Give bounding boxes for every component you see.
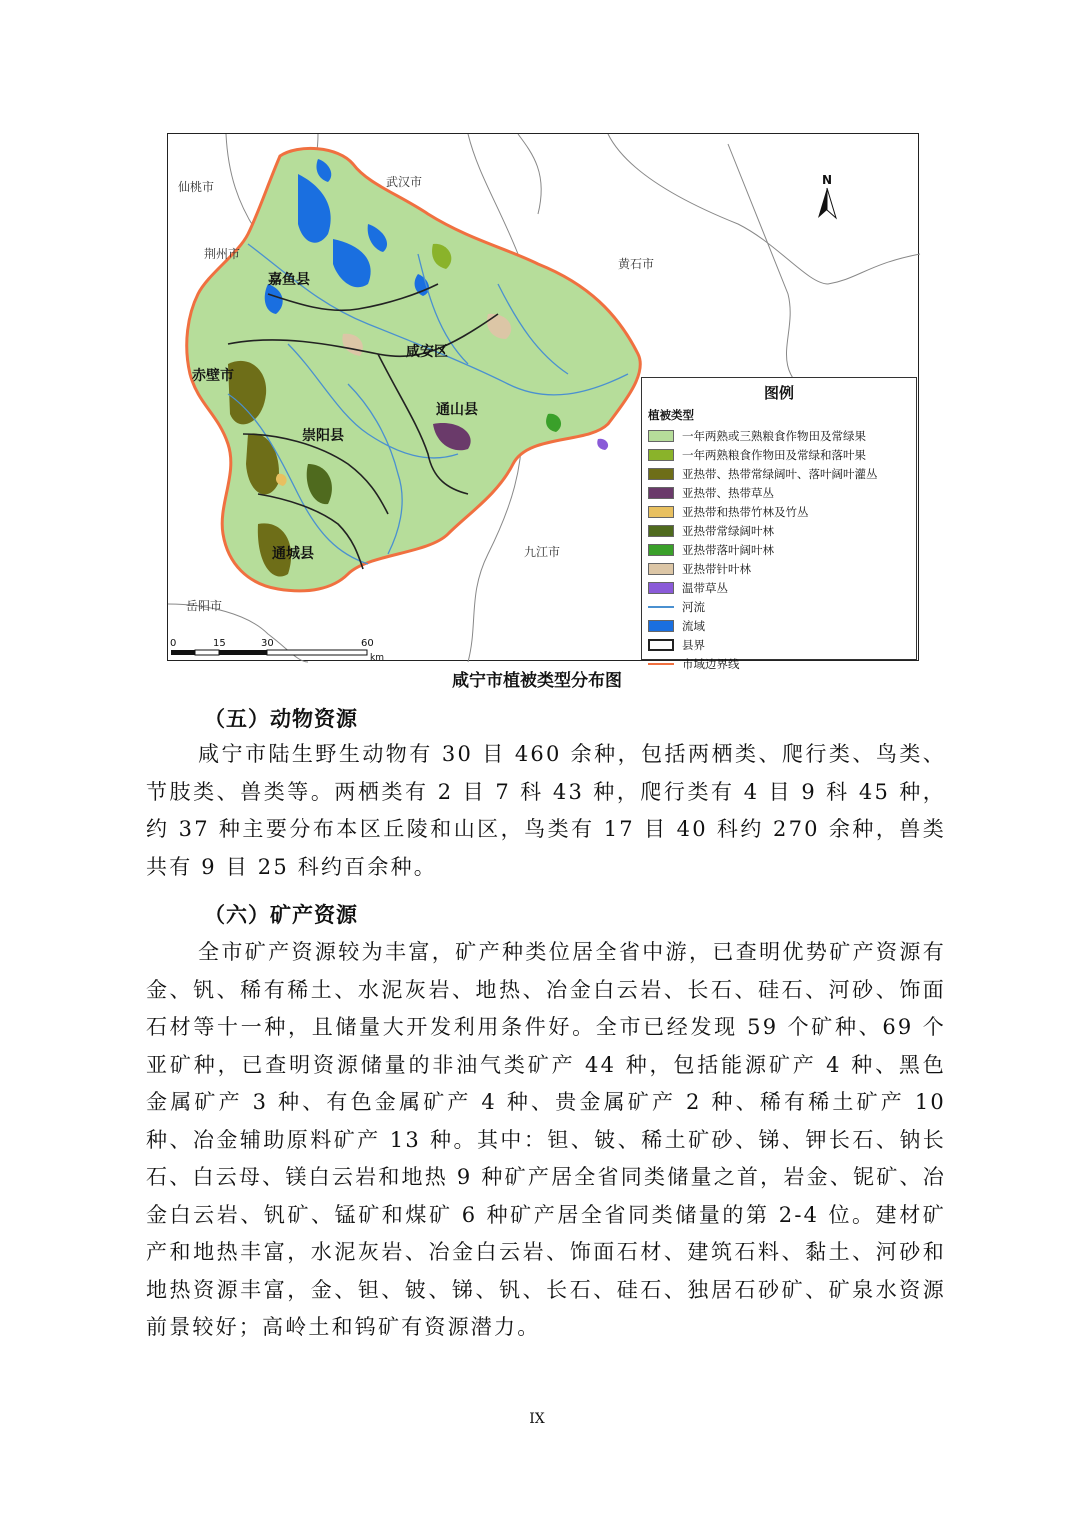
north-arrow-icon xyxy=(814,172,840,222)
vegetation-map xyxy=(167,133,919,671)
legend-label: 亚热带、热带草丛 xyxy=(682,485,774,500)
scale-tick-label: 30 xyxy=(261,638,274,649)
legend-label: 亚热带和热带竹林及竹丛 xyxy=(682,504,809,519)
legend-subtitle: 植被类型 xyxy=(648,408,694,422)
boundary-line xyxy=(468,134,518,254)
legend-item xyxy=(648,521,910,540)
scale-bar xyxy=(168,634,388,662)
legend-item xyxy=(648,616,910,635)
legend-item xyxy=(648,635,910,654)
label-jiayu: 嘉鱼县 xyxy=(268,272,310,288)
legend-swatch xyxy=(648,487,674,499)
legend-swatch xyxy=(648,582,674,594)
legend-swatch xyxy=(648,468,674,480)
map-legend xyxy=(641,377,917,671)
legend-label: 一年两熟或三熟粮食作物田及常绿果 xyxy=(682,428,866,443)
label-chongyang: 崇阳县 xyxy=(302,428,344,444)
legend-items xyxy=(648,426,910,673)
legend-item xyxy=(648,540,910,559)
label-xianan: 咸安区 xyxy=(406,344,448,360)
legend-swatch xyxy=(648,449,674,461)
boundary-line xyxy=(518,134,541,214)
section-heading-animal: （五）动物资源 xyxy=(204,706,358,731)
section-heading-mineral: （六）矿产资源 xyxy=(204,902,358,927)
legend-label: 亚热带落叶阔叶林 xyxy=(682,542,774,557)
legend-swatch xyxy=(648,563,674,575)
legend-label: 一年两熟粮食作物田及常绿和落叶果 xyxy=(682,447,866,462)
label-wuhan: 武汉市 xyxy=(386,175,423,189)
legend-label: 县界 xyxy=(682,637,705,652)
label-jingzhou: 荆州市 xyxy=(204,247,241,261)
legend-swatch xyxy=(648,544,674,556)
section-paragraph-animal: 咸宁市陆生野生动物有 30 目 460 余种，包括两栖类、爬行类、鸟类、节肢类、兽类等。两栖类有 2 目 7 科 43 种，爬行类有 4 目 9 科 45 种，约 37 种主要分布本区丘陵和山区，鸟类有 17 目 40 科约 270 余种，兽类共有 9 目 25 科约百余种。 xyxy=(146,742,946,879)
legend-label: 河流 xyxy=(682,599,705,614)
label-tongcheng: 通城县 xyxy=(272,546,314,562)
legend-item xyxy=(648,559,910,578)
legend-item xyxy=(648,464,910,483)
legend-item xyxy=(648,426,910,445)
label-yueyang: 岳阳市 xyxy=(186,599,223,613)
legend-swatch xyxy=(648,620,674,632)
legend-label: 温带草丛 xyxy=(682,580,728,595)
legend-item xyxy=(648,445,910,464)
legend-swatch xyxy=(648,525,674,537)
legend-swatch xyxy=(648,663,674,665)
page-number: IX xyxy=(529,1411,545,1427)
label-chibi: 赤壁市 xyxy=(192,368,234,384)
north-label: N xyxy=(822,173,833,187)
temperate-grass-patch xyxy=(597,439,608,450)
legend-swatch xyxy=(648,506,674,518)
label-huangshi: 黄石市 xyxy=(618,257,655,271)
legend-swatch xyxy=(648,606,674,608)
scale-tick-label: 60 xyxy=(361,638,374,649)
legend-label: 流域 xyxy=(682,618,705,633)
legend-swatch xyxy=(648,430,674,442)
map-caption: 咸宁市植被类型分布图 xyxy=(452,671,622,691)
legend-label: 亚热带、热带常绿阔叶、落叶阔叶灌丛 xyxy=(682,466,878,481)
scale-unit: km xyxy=(370,653,384,663)
legend-title: 图例 xyxy=(763,384,794,402)
legend-label: 亚热带针叶林 xyxy=(682,561,751,576)
legend-item xyxy=(648,597,910,616)
legend-item xyxy=(648,502,910,521)
legend-item xyxy=(648,483,910,502)
scale-tick-label: 15 xyxy=(213,638,226,649)
boundary-line xyxy=(728,144,808,394)
boundary-line xyxy=(608,134,920,284)
label-xiantao: 仙桃市 xyxy=(178,180,215,194)
legend-item xyxy=(648,578,910,597)
scale-tick-label: 0 xyxy=(170,638,177,649)
legend-swatch xyxy=(648,639,674,651)
legend-label: 亚热带常绿阔叶林 xyxy=(682,523,774,538)
section-paragraph-mineral: 全市矿产资源较为丰富，矿产种类位居全省中游，已查明优势矿产资源有金、钒、稀有稀土、水泥灰岩、地热、冶金白云岩、长石、硅石、河砂、饰面石材等十一种，且储量大开发利用条件好。全市已经发现 59 个矿种、69 个亚矿种，已查明资源储量的非油气类矿产 44 种，包括能源矿产 4 种、黑色金属矿产 3 种、有色金属矿产 4 种、贵金属矿产 2 种、稀有稀土矿产 10 种、冶金辅助原料矿产 13 种。其中：钽、铍、稀土矿砂、锑、钾长石、钠长石、白云母、镁白云岩和地热 9 种矿产居全省同类储量之首，岩金、铌矿、冶金白云岩、钒矿、锰矿和煤矿 6 种矿产居全省同类储量的第 2-4 位。建材矿产和地热丰富，水泥灰岩、冶金白云岩、饰面石材、建筑石料、黏土、河砂和地热资源丰富，金、钽、铍、锑、钒、长石、硅石、独居石砂矿、矿泉水资源前景较好；高岭土和钨矿有资源潜力。 xyxy=(146,940,946,1339)
label-jiujiang: 九江市 xyxy=(524,545,561,559)
legend-label: 市域边界线 xyxy=(682,656,740,671)
label-tongshan: 通山县 xyxy=(436,402,478,418)
